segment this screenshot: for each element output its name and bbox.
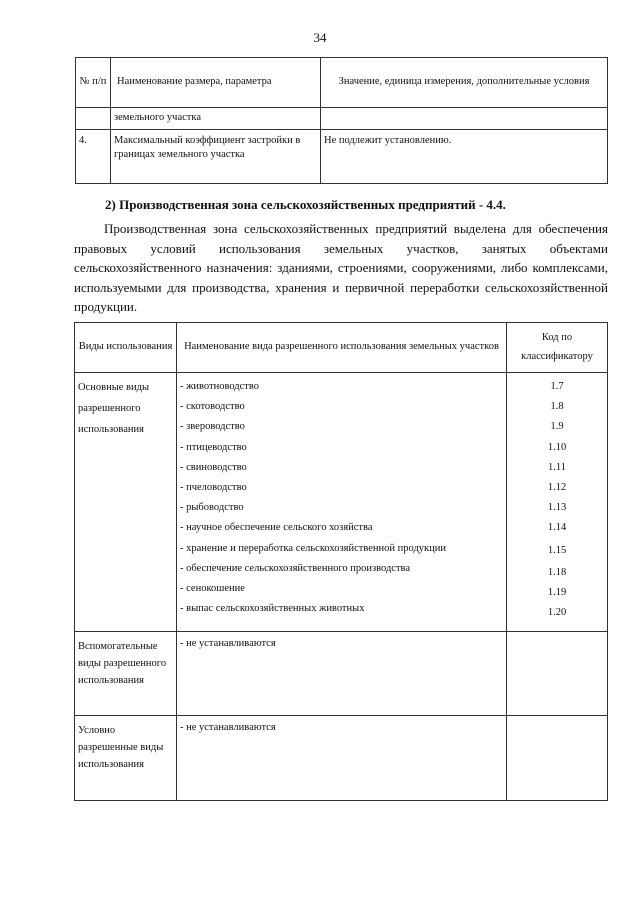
row-name: Максимальный коэффициент застройки в границах земельного участка (111, 130, 321, 184)
table-row-auxiliary-uses (75, 632, 608, 716)
row-num (76, 108, 111, 130)
code-item: 1.7 (550, 381, 564, 392)
code-item: 1.9 (550, 421, 564, 433)
section-heading: 2) Производственная зона сельскохозяйственных предприятий - 4.4. (105, 197, 506, 212)
use-item: - сенокошение (180, 582, 245, 594)
use-item: - скотоводство (180, 401, 245, 413)
table-row-conditional-uses (75, 716, 608, 801)
code-item: 1.14 (547, 522, 567, 534)
code-item: 1.15 (547, 544, 567, 556)
row-num: 4. (76, 130, 111, 184)
code-item: 1.11 (548, 461, 566, 473)
land-use-table (74, 322, 608, 801)
row-name: земельного участка (111, 108, 321, 130)
use-item: - звероводство (180, 421, 245, 433)
code-item: 1.18 (547, 566, 567, 578)
use-item: - свиноводство (180, 461, 247, 473)
use-item: - пчеловодство (180, 482, 247, 494)
use-item: - выпас сельскохозяйственных животных (180, 603, 365, 615)
header-use-name: Наименование вида разрешенного использования земельных участков (177, 323, 507, 373)
main-codes-list (507, 373, 608, 632)
header-code: Код по классификатору (507, 323, 608, 373)
header-value: Значение, единица измерения, дополнительные условия (321, 58, 608, 108)
conditional-uses: - не устанавливаются (177, 716, 507, 801)
table-header-row (75, 323, 608, 373)
use-item: - рыбоводство (180, 502, 244, 514)
kind-auxiliary: Вспомогательные виды разрешенного использования (75, 632, 177, 716)
use-item: - научное обеспечение сельского хозяйства (180, 522, 373, 534)
use-item: - животноводство (180, 381, 260, 392)
auxiliary-code (507, 632, 608, 716)
kind-main: Основные виды разрешенного использования (75, 373, 177, 632)
table-row (76, 108, 608, 130)
parameters-table (75, 57, 608, 184)
header-num: № п/п (76, 58, 111, 108)
section-paragraph: Производственная зона сельскохозяйственных предприятий выделена для обеспечения правовых условий использования земельных участков, занятых объектами сельскохозяйственного назначения: зданиями, строениями, сооружениями, либо комплексами, используемыми для производства, хранения и первичной переработки сельскохозяйственной продукции. (74, 221, 608, 315)
use-item: - обеспечение сельскохозяйственного производства (180, 562, 411, 574)
code-item: 1.8 (550, 401, 564, 413)
use-item: - птицеводство (180, 441, 247, 453)
auxiliary-uses: - не устанавливаются (177, 632, 507, 716)
code-item: 1.19 (547, 587, 567, 599)
row-value: Не подлежит установлению. (321, 130, 608, 184)
page-number: 34 (313, 30, 327, 45)
header-name: Наименование размера, параметра (111, 58, 321, 108)
code-item: 1.20 (547, 607, 567, 619)
table-row-main-uses (75, 373, 608, 632)
conditional-code (507, 716, 608, 801)
kind-conditional: Условно разрешенные виды использования (75, 716, 177, 801)
code-item: 1.12 (547, 482, 567, 494)
use-item: - хранение и переработка сельскохозяйственной продукции (180, 542, 446, 554)
table-header-row (76, 58, 608, 108)
main-uses-list (177, 373, 507, 632)
table-row (76, 130, 608, 184)
code-item: 1.10 (547, 441, 567, 453)
header-kind: Виды использования (75, 323, 177, 373)
row-value (321, 108, 608, 130)
code-item: 1.13 (547, 502, 567, 514)
